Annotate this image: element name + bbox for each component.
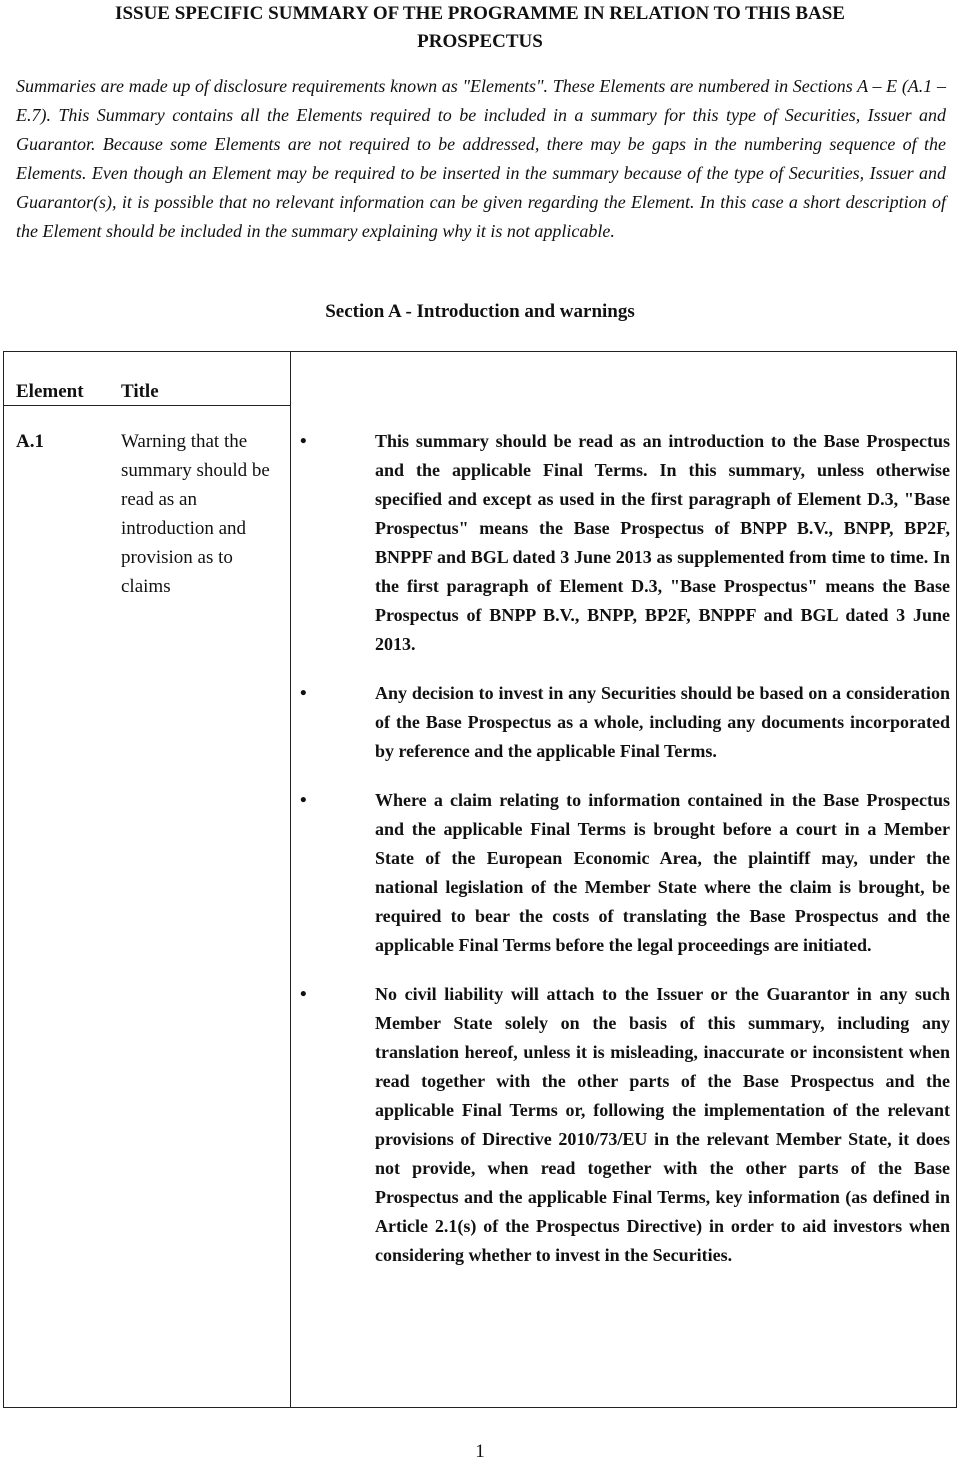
element-content [300, 427, 950, 1270]
bullet-icon: • [300, 683, 307, 704]
list-item [300, 980, 950, 1270]
section-heading: Section A - Introduction and warnings [325, 301, 635, 322]
bullet-icon: • [300, 984, 307, 1005]
page-number: 1 [475, 1441, 485, 1462]
list-item [300, 679, 950, 766]
bullet-text: No civil liability will attach to the Issuer or the Guarantor in any such Member State solely on the basis of this summary, including any translation hereof, unless it is misleading, inaccurate or inconsistent when read together with the other parts of the Base Prospectus and the applicable Final Terms or, following the implementation of the relevant provisions of Directive 2010/73/EU in the relevant Member State, it does not provide, when read together with the other parts of the Base Prospectus and the applicable Final Terms, key information (as defined in Article 2.1(s) of the Prospectus Directive) in order to aid investors when considering whether to invest in the Securities. [375, 984, 950, 1265]
header-title: Title [121, 381, 159, 402]
header-element: Element [16, 381, 84, 402]
bullet-text: This summary should be read as an introduction to the Base Prospectus and the applicable Final Terms. In this summary, unless otherwise specified and except as used in the first paragraph of Element D.3, "Base Prospectus" means the Base Prospectus of BNPP B.V., BNPP, BP2F, BNPPF and BGL dated 3 June 2013 as supplemented from time to time. In the first paragraph of Element D.3, "Base Prospectus" means the Base Prospectus of BNPP B.V., BNPP, BP2F, BNPPF and BGL dated 3 June 2013. [375, 431, 950, 654]
summary-table [3, 351, 957, 1408]
document-title-line-1: ISSUE SPECIFIC SUMMARY OF THE PROGRAMME IN RELATION TO THIS BASE [115, 3, 845, 24]
list-item [300, 786, 950, 960]
bullet-icon: • [300, 431, 307, 452]
document-title-line-2: PROSPECTUS [417, 31, 543, 52]
intro-paragraph: Summaries are made up of disclosure requirements known as "Elements". These Elements are numbered in Sections A – E (A.1 – E.7). This Summary contains all the Elements required to be included in a summary for this type of Securities, Issuer and Guarantor. Because some Elements are not required to be addressed, there may be gaps in the numbering sequence of the Elements. Even though an Element may be required to be inserted in the summary because of the type of Securities, Issuer and Guarantor(s), it is possible that no relevant information can be given regarding the Element. In this case a short description of the Element should be included in the summary explaining why it is not applicable. [16, 76, 946, 241]
element-code: A.1 [16, 431, 44, 452]
list-item [300, 427, 950, 659]
element-title: Warning that the summary should be read as an introduction and provision as to claims [121, 431, 270, 597]
column-divider [290, 352, 291, 1407]
bullet-text: Any decision to invest in any Securities should be based on a consideration of the Base Prospectus as a whole, including any documents incorporated by reference and the applicable Final Terms. [375, 683, 950, 761]
bullet-text: Where a claim relating to information contained in the Base Prospectus and the applicable Final Terms is brought before a court in a Member State of the European Economic Area, the plaintiff may, under the national legislation of the Member State where the claim is brought, be required to bear the costs of translating the Base Prospectus and the applicable Final Terms before the legal proceedings are initiated. [375, 790, 950, 955]
bullet-icon: • [300, 790, 307, 811]
header-divider [4, 405, 290, 406]
document-title [0, 0, 960, 56]
